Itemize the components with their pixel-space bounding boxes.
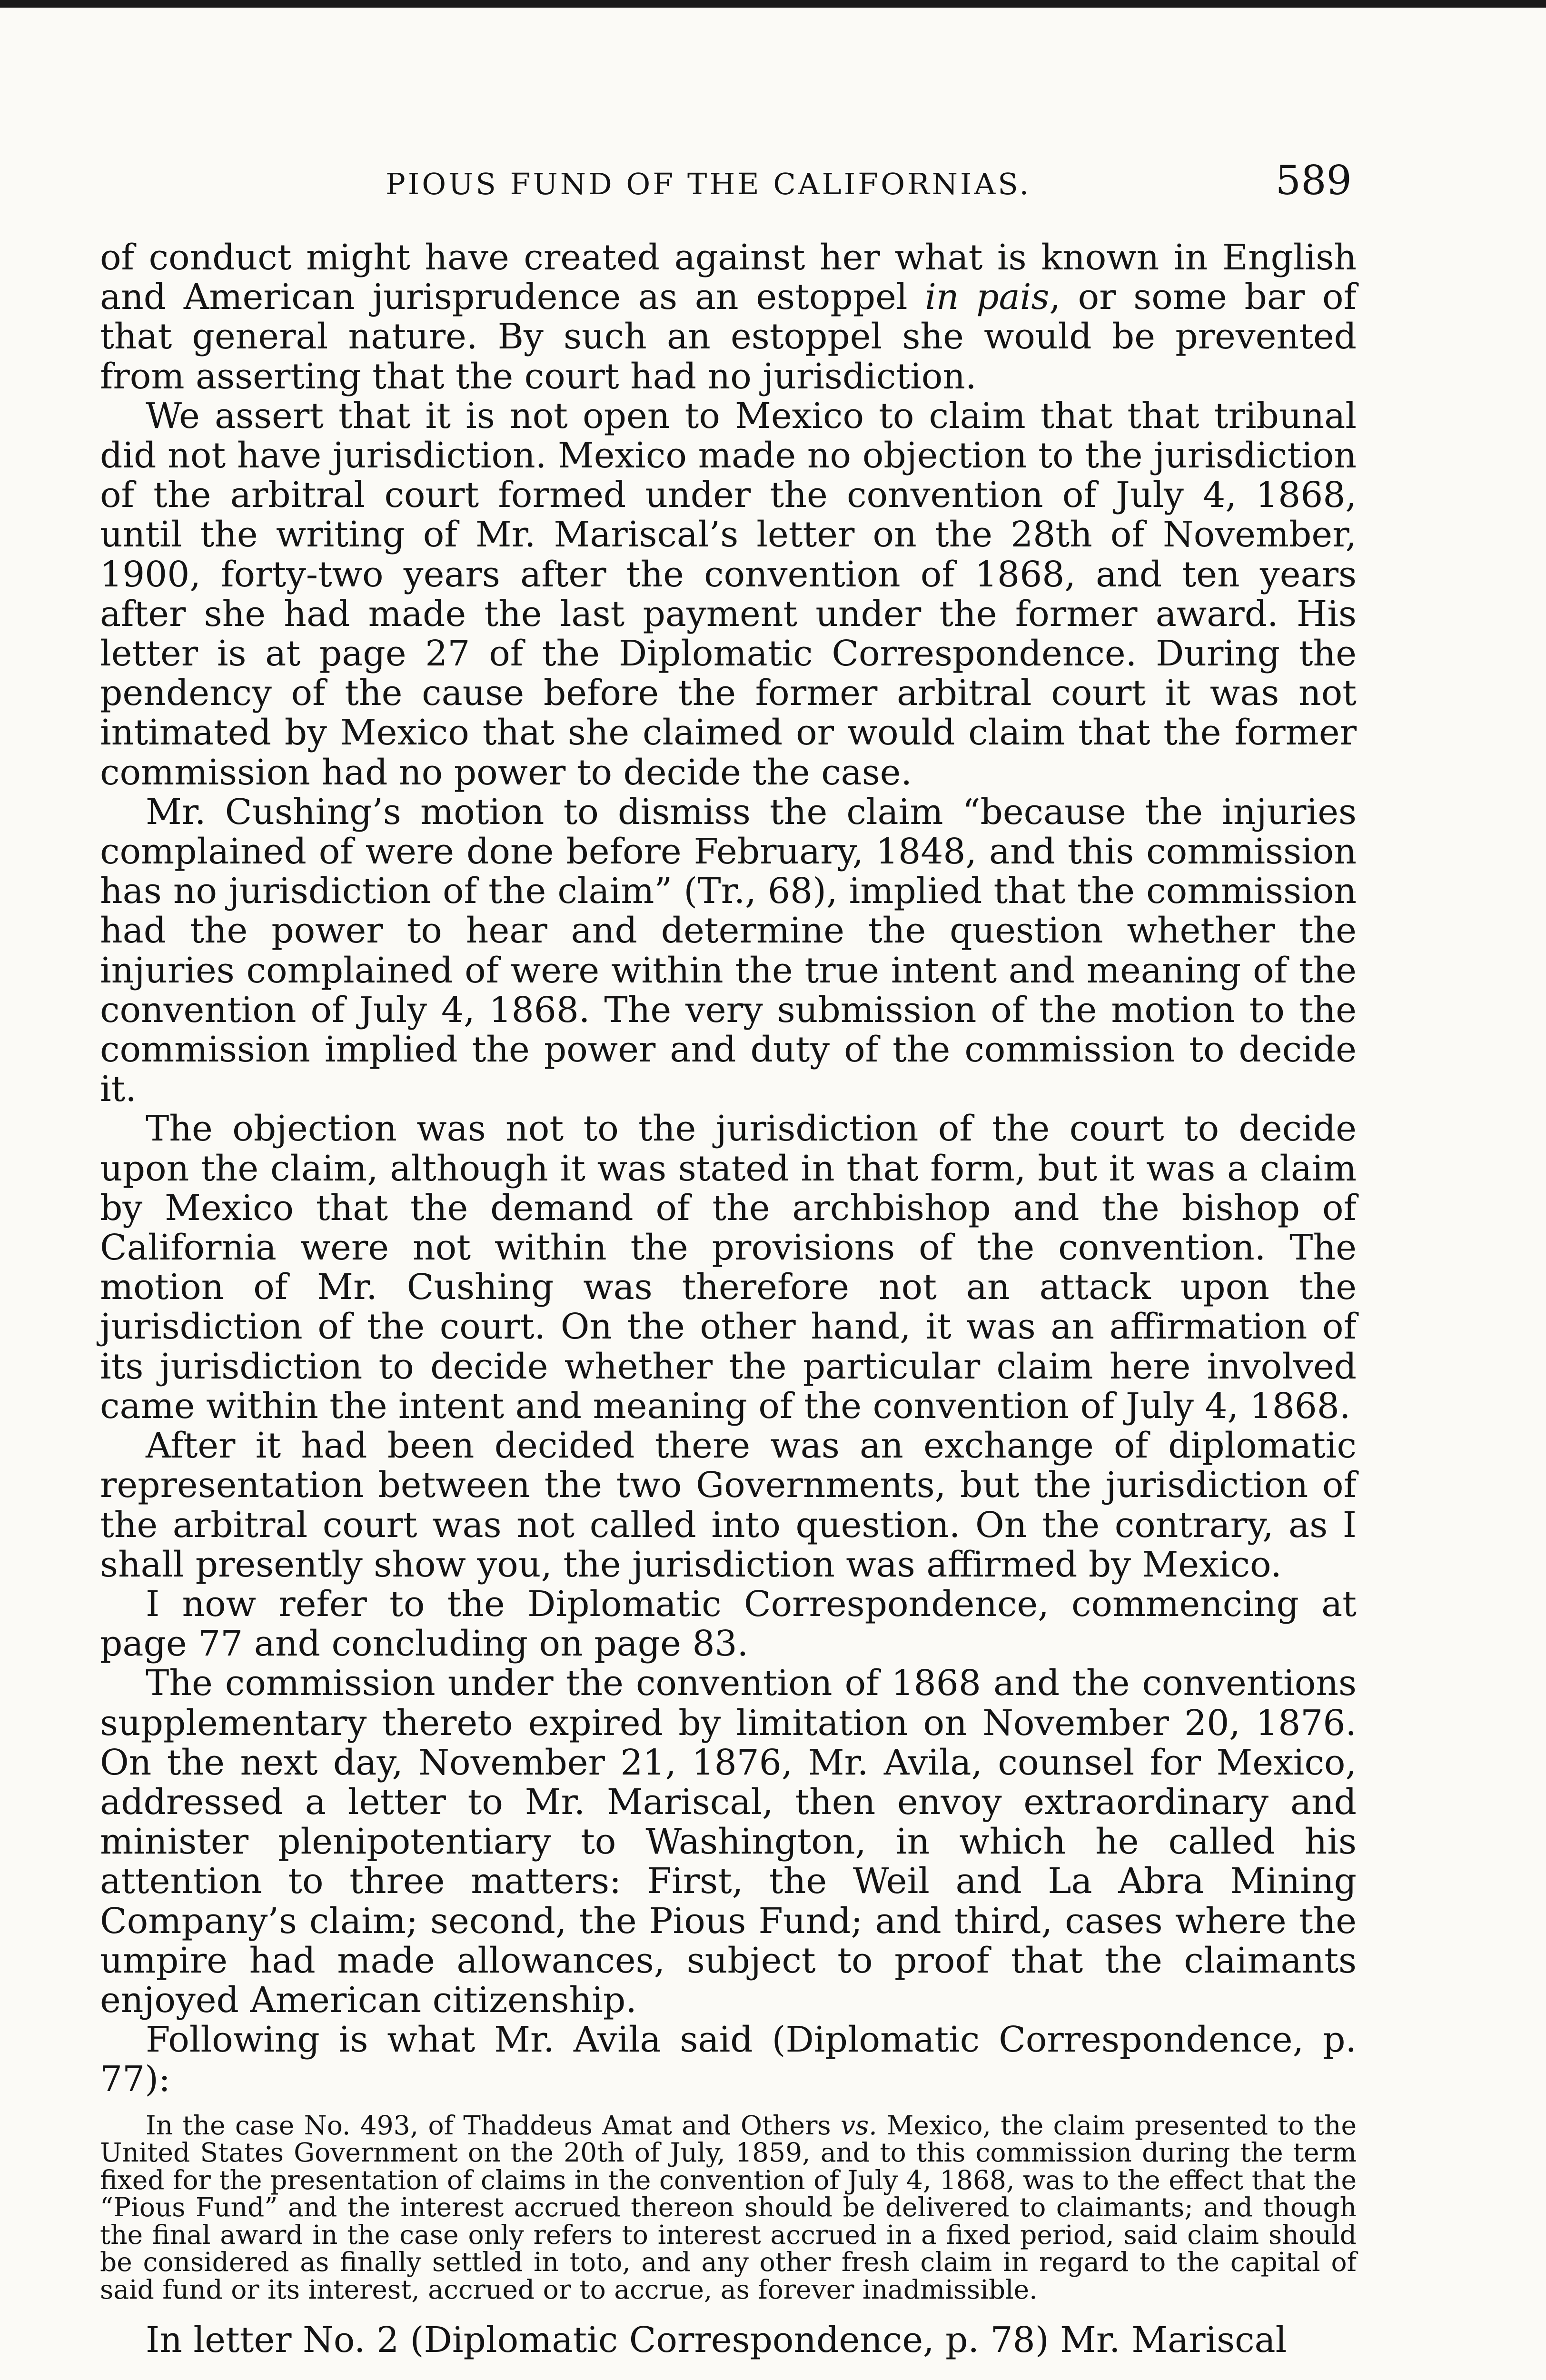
italic-phrase: vs. (840, 2110, 877, 2141)
paragraph: The commission under the convention of 1868 and the conventions supplementary thereto expired by limitation on November 20, 1876. On the next day, November 21, 1876, Mr. Avila, counsel for Mexico, addressed a letter to Mr. Mariscal, then envoy extraordinary and minister plenipotentiary to Washington, in which he called his attention to three matters: First, the Weil and La Abra Mining Company’s claim; second, the Pious Fund; and third, cases where the umpire had made allowances, subject to proof that the claimants enjoyed American citizenship. (100, 1663, 1357, 2021)
running-title: PIOUS FUND OF THE CALIFORNIAS. (386, 167, 1031, 201)
paragraph-continuation: of conduct might have created against her what is known in English and American jurisprudence as an estoppel in pais, or some bar of that general nature. By such an estoppel she would be prevented from asserting that the court had no jurisdiction. (100, 237, 1357, 397)
page-number: 589 (1275, 157, 1352, 204)
page-header (100, 157, 1357, 209)
paragraph: The objection was not to the jurisdiction of the court to decide upon the claim, although it was stated in that form, but it was a claim by Mexico that the demand of the archbishop and the bishop of California were not within the provisions of the convention. The motion of Mr. Cushing was therefore not an attack upon the jurisdiction of the court. On the other hand, it was an affirmation of its jurisdiction to decide whether the particular claim here involved came within the intent and meaning of the convention of July 4, 1868. (100, 1108, 1357, 1427)
paragraph: Mr. Cushing’s motion to dismiss the claim “because the injuries complained of were done before February, 1848, and this commission has no jurisdiction of the claim” (Tr., 68), implied that the commission had the power to hear and determine the question whether the injuries complained of were within the true intent and meaning of the convention of July 4, 1868. The very submission of the motion to the commission implied the power and duty of the commission to decide it. (100, 791, 1357, 1110)
paragraph: I now refer to the Diplomatic Correspondence, commencing at page 77 and concluding on page 83. (100, 1583, 1357, 1665)
italic-phrase: in pais (925, 277, 1050, 318)
paragraph: We assert that it is not open to Mexico to claim that that tribunal did not have jurisdiction. Mexico made no objection to the jurisdiction of the arbitral court formed under the convention of July 4, 1868, until the writing of Mr. Mariscal’s letter on the 28th of November, 1900, forty-two years after the convention of 1868, and ten years after she had made the last payment under the former award. His letter is at page 27 of the Diplomatic Correspondence. During the pendency of the cause before the former arbitral court it was not intimated by Mexico that she claimed or would claim that the former commission had no power to decide the case. (100, 395, 1357, 793)
block-quote: In the case No. 493, of Thaddeus Amat and Others vs. Mexico, the claim presented to the United States Government on the 20th of July, 1859, and to this commission during the term fixed for the presentation of claims in the convention of July 4, 1868, was to the effect that the “Pious Fund” and the interest accrued thereon should be delivered to claimants; and though the final award in the case only refers to interest accrued in a fixed period, said claim should be considered as finally settled in toto, and any other fresh claim in regard to the capital of said fund or its interest, accrued or to accrue, as forever inadmissible. (100, 2110, 1357, 2305)
paragraph: After it had been decided there was an exchange of diplomatic representation between the two Governments, but the jurisdiction of the arbitral court was not called into question. On the contrary, as I shall presently show you, the jurisdiction was affirmed by Mexico. (100, 1425, 1357, 1585)
body-text (100, 238, 1357, 2360)
paragraph: Following is what Mr. Avila said (Diplomatic Correspondence, p. 77): (100, 2019, 1357, 2100)
page-edge-rule (0, 0, 1546, 8)
paragraph-final: In letter No. 2 (Diplomatic Correspondence, p. 78) Mr. Mariscal (146, 2320, 1287, 2361)
